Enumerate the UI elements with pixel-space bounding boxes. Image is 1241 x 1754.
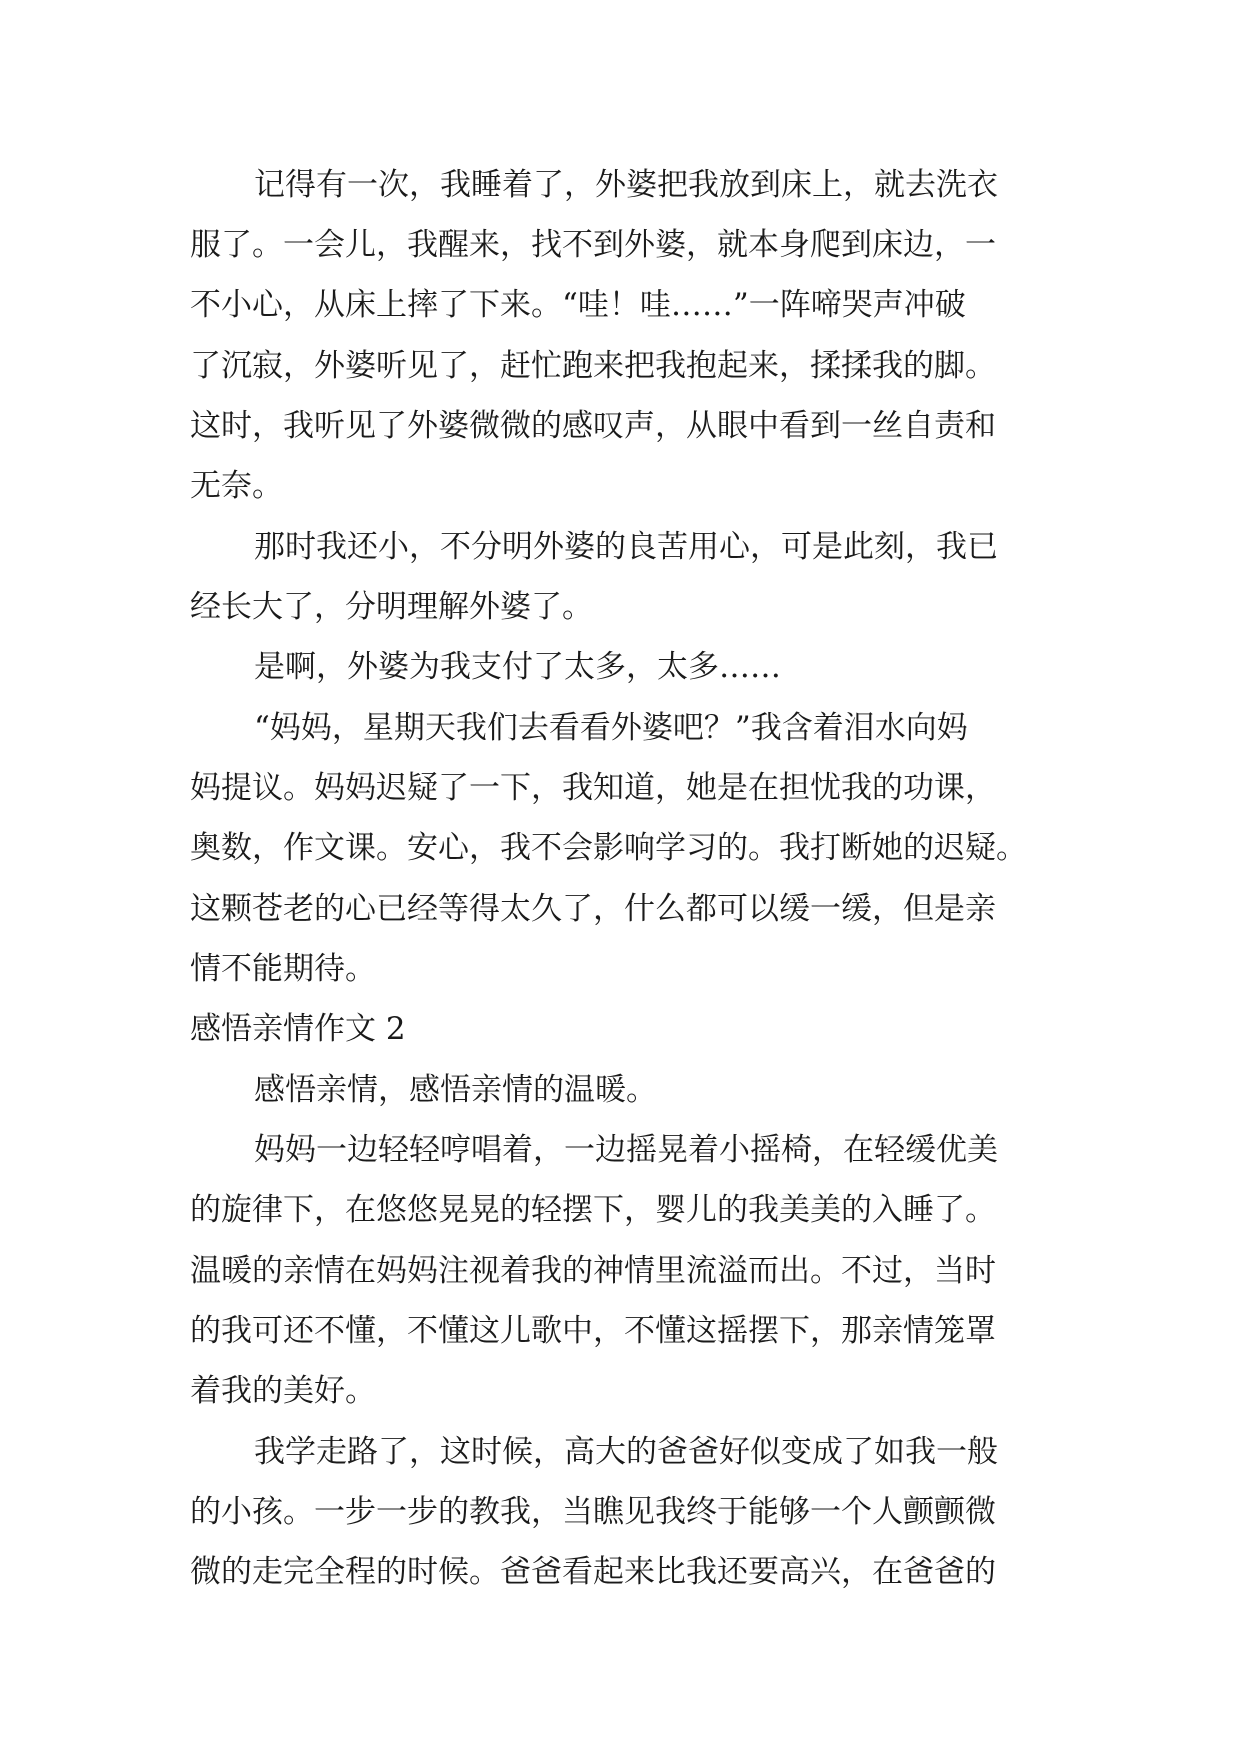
paragraph-line: 我学走路了，这时候，高大的爸爸好似变成了如我一般 — [254, 1434, 998, 1470]
paragraph-line: “妈妈，星期天我们去看看外婆吧？”我含着泪水向妈 — [254, 710, 968, 746]
paragraph-line: 这时，我听见了外婆微微的感叹声，从眼中看到一丝自责和 — [190, 408, 996, 444]
paragraph-line: 不小心，从床上摔了下来。“哇！哇……”一阵啼哭声冲破 — [190, 287, 966, 323]
paragraph-line: 着我的美好。 — [190, 1373, 376, 1409]
paragraph-line: 的旋律下，在悠悠晃晃的轻摆下，婴儿的我美美的入睡了。 — [190, 1192, 996, 1228]
paragraph-line: 妈提议。妈妈迟疑了一下，我知道，她是在担忧我的功课， — [190, 770, 996, 806]
paragraph-line: 温暖的亲情在妈妈注视着我的神情里流溢而出。不过，当时 — [190, 1253, 996, 1289]
paragraph-line: 妈妈一边轻轻哼唱着，一边摇晃着小摇椅，在轻缓优美 — [254, 1132, 998, 1168]
paragraph-line: 这颗苍老的心已经等得太久了，什么都可以缓一缓，但是亲 — [190, 891, 996, 927]
paragraph-line: 的我可还不懂，不懂这儿歌中，不懂这摇摆下，那亲情笼罩 — [190, 1313, 996, 1349]
paragraph-line: 服了。一会儿，我醒来，找不到外婆，就本身爬到床边，一 — [190, 227, 996, 263]
paragraph-line: 记得有一次，我睡着了，外婆把我放到床上，就去洗衣 — [254, 167, 998, 203]
paragraph-line: 的小孩。一步一步的教我，当瞧见我终于能够一个人颤颤微 — [190, 1494, 996, 1530]
paragraph-line: 无奈。 — [190, 468, 283, 504]
paragraph-line: 经长大了，分明理解外婆了。 — [190, 589, 593, 625]
paragraph-line: 感悟亲情，感悟亲情的温暖。 — [254, 1072, 657, 1108]
paragraph-line: 那时我还小，不分明外婆的良苦用心，可是此刻，我已 — [254, 529, 998, 565]
paragraph-line: 了沉寂，外婆听见了，赶忙跑来把我抱起来，揉揉我的脚。 — [190, 348, 996, 384]
paragraph-line: 是啊，外婆为我支付了太多，太多…… — [254, 649, 781, 685]
paragraph-line: 微的走完全程的时候。爸爸看起来比我还要高兴，在爸爸的 — [190, 1554, 996, 1590]
section-heading: 感悟亲情作文 2 — [190, 1011, 406, 1047]
paragraph-line: 奥数，作文课。安心，我不会影响学习的。我打断她的迟疑。 — [190, 830, 1027, 866]
paragraph-line: 情不能期待。 — [190, 951, 376, 987]
